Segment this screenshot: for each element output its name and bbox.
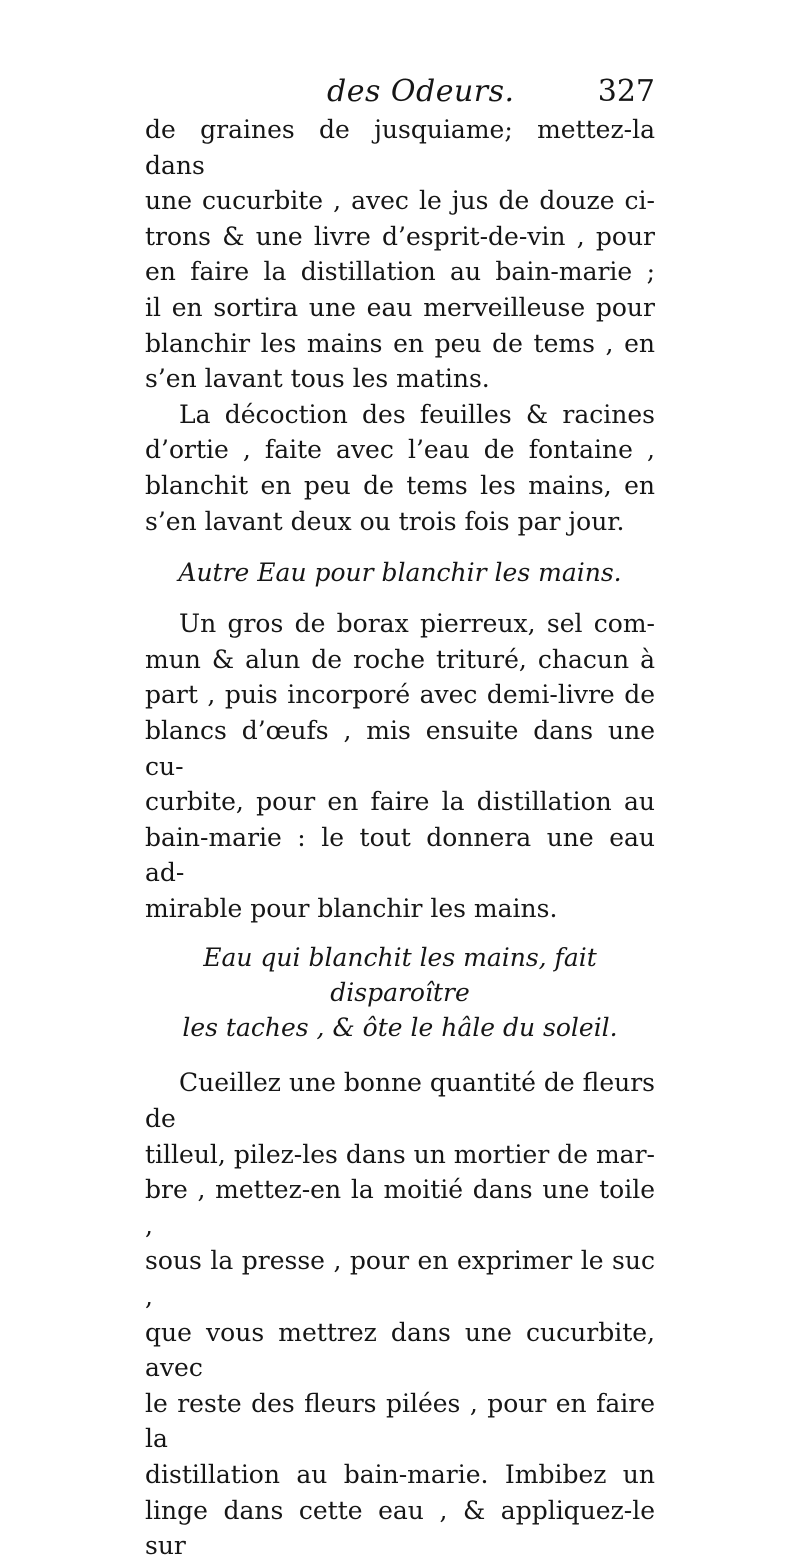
text-line: d’ortie , faite avec l’eau de fontaine , — [145, 435, 655, 465]
text-line: s’en lavant deux ou trois fois par jour. — [145, 506, 625, 536]
paragraph-tilleul — [145, 1065, 655, 1563]
text-line: blancs d’œufs , mis ensuite dans une cu- — [145, 715, 655, 781]
heading-line: les taches , & ôte le hâle du soleil. — [182, 1013, 618, 1043]
text-line: distillation au bain-marie. Imbibez un — [145, 1460, 655, 1489]
text-line: mun & alun de roche trituré, chacun à — [145, 644, 655, 674]
text-line: linge dans cette eau , & appliquez-le sur — [145, 1495, 655, 1561]
text-line: Cueillez une bonne quantité de fleurs de — [145, 1068, 655, 1134]
text-line: de graines de jusquiame; mettez-la dans — [145, 115, 655, 180]
text-line: s’en lavant tous les matins. — [145, 364, 490, 394]
section-heading: Autre Eau pour blanchir les mains. — [178, 558, 622, 588]
text-line: il en sortira une eau merveilleuse pour — [145, 292, 655, 322]
text-line: Un gros de borax pierreux, sel com- — [179, 609, 655, 639]
text-line: bain-marie : le tout donnera une eau ad- — [145, 822, 655, 888]
heading-line: Eau qui blanchit les mains, fait disparoître — [203, 943, 597, 1008]
body-text — [145, 112, 655, 1564]
paragraph-borax — [145, 606, 655, 926]
text-line: trons & une livre d’esprit-de-vin , pour — [145, 221, 655, 251]
running-title: des Odeurs. — [327, 74, 515, 109]
section-heading — [145, 940, 655, 1045]
text-line: que vous mettrez dans une cucurbite, avec — [145, 1317, 655, 1383]
text-line: La décoction des feuilles & racines — [179, 399, 655, 429]
text-line: curbite, pour en faire la distillation au — [145, 787, 655, 817]
text-line: sous la presse , pour en exprimer le suc , — [145, 1246, 655, 1312]
paragraph-continuation — [145, 112, 655, 397]
text-line: blanchir les mains en peu de tems , en — [145, 328, 655, 358]
paragraph-ortie — [145, 397, 655, 539]
text-line: mirable pour blanchir les mains. — [145, 893, 558, 923]
page-number: 327 — [597, 74, 655, 109]
text-line: bre , mettez-en la moitié dans une toile , — [145, 1175, 655, 1240]
text-line: part , puis incorporé avec demi-livre de — [145, 680, 655, 710]
text-line: blanchit en peu de tems les mains, en — [145, 470, 655, 500]
text-line: le reste des fleurs pilées , pour en faire la — [145, 1388, 655, 1454]
text-line: en faire la distillation au bain-marie ; — [145, 257, 655, 287]
text-line: tilleul, pilez-les dans un mortier de mar- — [145, 1139, 655, 1169]
text-line: une cucurbite , avec le jus de douze ci- — [145, 186, 655, 216]
